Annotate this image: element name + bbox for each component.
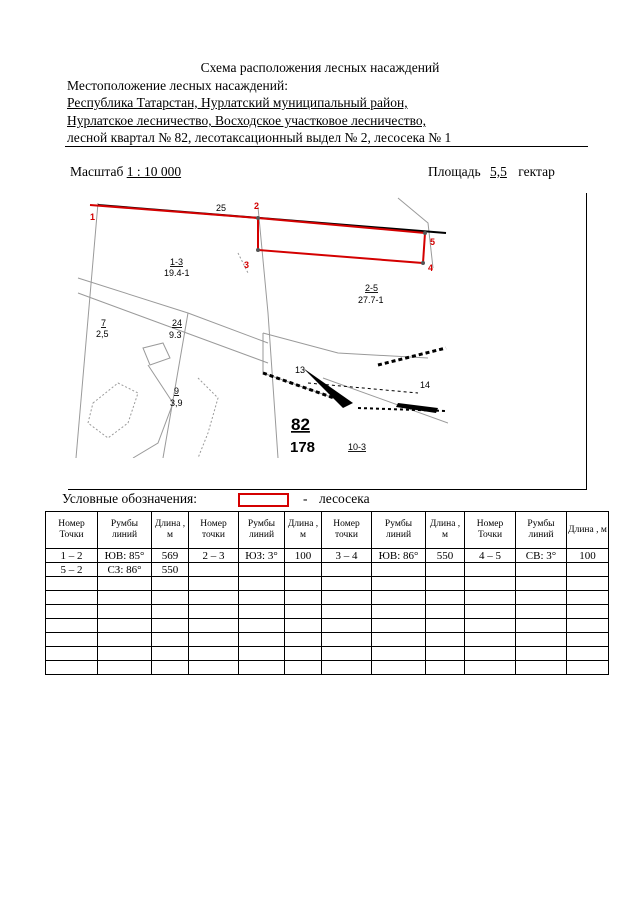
table-cell	[567, 577, 609, 591]
parcel-24-value: 9.3	[169, 330, 182, 340]
column-header: Румбы линий	[372, 512, 426, 549]
table-cell: СВ: 3°	[516, 549, 567, 563]
point-3-marker	[256, 248, 260, 252]
table-cell	[322, 563, 372, 577]
table-cell	[426, 647, 465, 661]
scale-field	[70, 164, 181, 180]
point-label-4: 4	[428, 263, 434, 273]
table-cell	[285, 647, 322, 661]
point-label-1: 1	[90, 212, 96, 222]
area-label: Площадь	[428, 164, 481, 179]
table-row	[46, 563, 609, 577]
parcel-7-value: 2,5	[96, 329, 109, 339]
table-row	[46, 633, 609, 647]
location-label: Местоположение лесных насаждений:	[67, 78, 288, 93]
table-cell	[465, 619, 516, 633]
cutting-area	[90, 205, 425, 263]
column-header: Номер Точки	[46, 512, 98, 549]
table-cell	[98, 619, 152, 633]
table-cell	[465, 661, 516, 675]
table-cell	[567, 661, 609, 675]
scale-value: 1 : 10 000	[126, 164, 182, 179]
table-cell	[516, 591, 567, 605]
table-cell	[516, 647, 567, 661]
table-cell	[465, 633, 516, 647]
boundary-points-table	[45, 511, 609, 675]
table-cell	[567, 591, 609, 605]
parcel-9-value: 3,9	[170, 398, 183, 408]
column-header: Румбы линий	[239, 512, 285, 549]
table-cell	[239, 647, 285, 661]
table-cell	[239, 661, 285, 675]
parcel-7-id: 7	[101, 318, 107, 328]
area-unit: гектар	[518, 164, 555, 179]
location-line-2: Нурлатское лесничество, Восходское участковое лесничество,	[67, 113, 427, 128]
table-cell	[322, 619, 372, 633]
table-cell	[285, 591, 322, 605]
point-label-2: 2	[254, 201, 260, 211]
table-cell	[152, 619, 189, 633]
column-header: Номер Точки	[465, 512, 516, 549]
parcel-24-id: 24	[172, 318, 183, 328]
location-line-3: лесной квартал № 82, лесотаксационный выдел № 2, лесосека № 1	[67, 130, 452, 145]
table-cell	[465, 605, 516, 619]
table-cell	[98, 577, 152, 591]
table-body	[46, 549, 609, 675]
quarter-number: 82	[291, 415, 310, 434]
table-cell	[426, 591, 465, 605]
column-header: Номер точки	[189, 512, 239, 549]
table-cell	[46, 577, 98, 591]
table-cell	[516, 577, 567, 591]
table-cell	[46, 619, 98, 633]
parcel-1-3-id: 1-3	[170, 257, 184, 267]
table-cell	[189, 605, 239, 619]
table-cell	[516, 619, 567, 633]
table-cell: 100	[285, 549, 322, 563]
table-cell: 100	[567, 549, 609, 563]
table-cell: 569	[152, 549, 189, 563]
table-header-row	[46, 512, 609, 549]
table-cell	[516, 605, 567, 619]
parcel-1-3-value: 19.4-1	[164, 268, 190, 278]
table-cell	[285, 619, 322, 633]
table-cell: 3 – 4	[322, 549, 372, 563]
table-row	[46, 619, 609, 633]
table-cell	[567, 563, 609, 577]
parcel-boundaries	[76, 198, 448, 458]
point-label-3: 3	[244, 260, 250, 270]
column-header: Длина , м	[285, 512, 322, 549]
table-cell	[426, 619, 465, 633]
column-header: Длина , м	[567, 512, 609, 549]
table-cell	[189, 633, 239, 647]
table-row	[46, 605, 609, 619]
table-row	[46, 591, 609, 605]
table-cell	[46, 591, 98, 605]
table-cell	[98, 591, 152, 605]
table-cell	[516, 563, 567, 577]
table-cell	[426, 563, 465, 577]
table-cell: СЗ: 86°	[98, 563, 152, 577]
parcel-2-5-value: 27.7-1	[358, 295, 384, 305]
table-cell	[239, 563, 285, 577]
table-cell	[285, 577, 322, 591]
table-cell: 4 – 5	[465, 549, 516, 563]
area-field	[428, 164, 555, 180]
table-cell	[189, 661, 239, 675]
table-cell	[152, 647, 189, 661]
document-title: Схема расположения лесных насаждений	[200, 60, 440, 75]
table-cell	[372, 647, 426, 661]
parcel-9-id: 9	[174, 386, 180, 396]
table-cell	[372, 633, 426, 647]
table-cell	[189, 647, 239, 661]
table-cell: 1 – 2	[46, 549, 98, 563]
table-cell	[426, 577, 465, 591]
table-cell	[98, 647, 152, 661]
table-cell	[372, 605, 426, 619]
table-cell	[152, 591, 189, 605]
table-cell	[426, 605, 465, 619]
table-cell: ЮВ: 85°	[98, 549, 152, 563]
table-cell	[189, 577, 239, 591]
table-cell	[567, 633, 609, 647]
column-header: Номер точки	[322, 512, 372, 549]
table-cell	[372, 619, 426, 633]
table-cell	[46, 647, 98, 661]
quarter-area: 178	[290, 439, 316, 456]
table-cell	[516, 633, 567, 647]
table-cell	[372, 591, 426, 605]
legend-dash: -	[303, 491, 308, 506]
forest-map	[68, 193, 448, 458]
legend-label: Условные обозначения:	[62, 491, 198, 506]
table-cell	[239, 605, 285, 619]
column-header: Румбы линий	[98, 512, 152, 549]
table-row	[46, 661, 609, 675]
table-cell	[285, 661, 322, 675]
parcel-2-5-id: 2-5	[365, 283, 379, 293]
table-cell	[322, 647, 372, 661]
table-cell	[426, 633, 465, 647]
area-value: 5,5	[490, 164, 507, 179]
table-cell	[322, 633, 372, 647]
table-cell	[239, 591, 285, 605]
point-4-marker	[421, 261, 425, 265]
table-cell	[98, 661, 152, 675]
table-cell	[567, 619, 609, 633]
table-cell	[322, 605, 372, 619]
table-cell	[152, 605, 189, 619]
table-cell	[567, 605, 609, 619]
table-cell	[152, 661, 189, 675]
table-cell: 2 – 3	[189, 549, 239, 563]
table-row	[46, 577, 609, 591]
table-cell	[465, 591, 516, 605]
table-cell	[285, 605, 322, 619]
table-cell	[465, 647, 516, 661]
table-row	[46, 549, 609, 563]
table-row	[46, 647, 609, 661]
table-cell	[322, 591, 372, 605]
table-cell	[465, 577, 516, 591]
table-cell	[189, 619, 239, 633]
scale-label: Масштаб	[70, 164, 124, 179]
table-cell	[465, 563, 516, 577]
table-cell	[239, 619, 285, 633]
table-cell: 550	[426, 549, 465, 563]
point-2-marker	[256, 216, 260, 220]
road-edge-2	[378, 348, 446, 365]
table-cell	[98, 633, 152, 647]
table-cell	[152, 633, 189, 647]
location-line-1: Республика Татарстан, Нурлатский муниципальный район,	[67, 95, 408, 110]
table-cell	[372, 563, 426, 577]
table-cell	[189, 591, 239, 605]
column-header: Румбы линий	[516, 512, 567, 549]
border-label-25: 25	[216, 203, 227, 213]
table-cell	[322, 577, 372, 591]
table-cell	[98, 605, 152, 619]
column-header: Длина , м	[152, 512, 189, 549]
table-cell	[46, 633, 98, 647]
table-cell: ЮВ: 86°	[372, 549, 426, 563]
table-cell	[189, 563, 239, 577]
table-cell	[426, 661, 465, 675]
parcel-10-3-id: 10-3	[348, 442, 367, 452]
header-divider	[65, 146, 588, 147]
table-cell	[285, 633, 322, 647]
table-cell: ЮЗ: 3°	[239, 549, 285, 563]
legend-swatch	[238, 493, 289, 507]
table-cell	[46, 661, 98, 675]
table-cell	[372, 661, 426, 675]
parcel-13-id: 13	[295, 365, 306, 375]
legend-item-label: лесосека	[319, 491, 370, 506]
boundary-points	[256, 216, 427, 265]
parcel-14-id: 14	[420, 380, 431, 390]
table-cell	[322, 661, 372, 675]
table-cell	[372, 577, 426, 591]
table-cell	[46, 605, 98, 619]
point-5-marker	[423, 231, 427, 235]
table-cell	[152, 577, 189, 591]
table-cell	[239, 577, 285, 591]
table-cell	[239, 633, 285, 647]
hatched-area	[303, 368, 353, 408]
table-cell	[567, 647, 609, 661]
point-label-5: 5	[430, 237, 436, 247]
table-cell: 550	[152, 563, 189, 577]
table-cell: 5 – 2	[46, 563, 98, 577]
table-cell	[516, 661, 567, 675]
column-header: Длина , м	[426, 512, 465, 549]
table-cell	[285, 563, 322, 577]
